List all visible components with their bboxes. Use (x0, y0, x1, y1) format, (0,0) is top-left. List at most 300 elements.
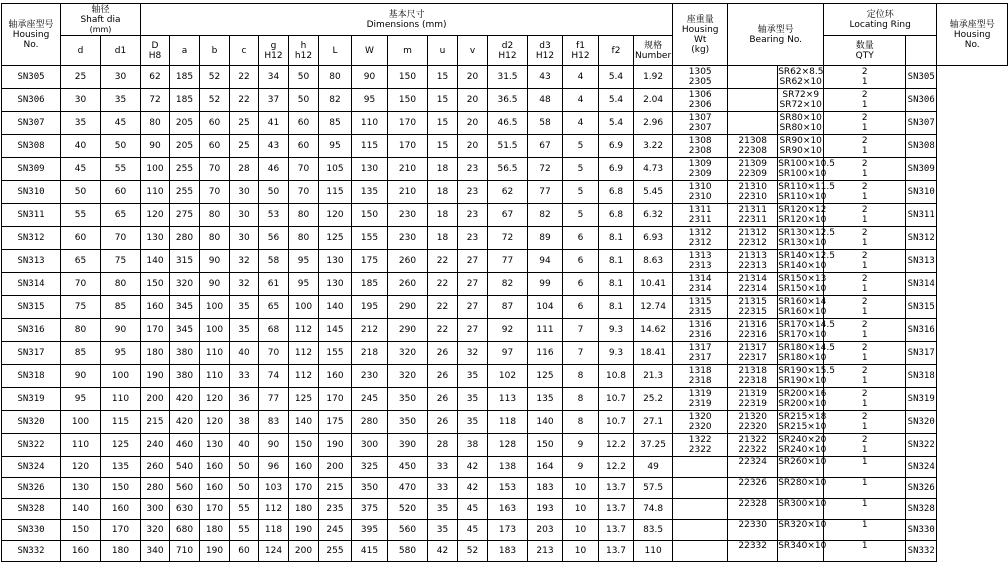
right-housing-no-cell: SN306 (906, 89, 937, 112)
cell-d2: 77 (488, 250, 528, 273)
cell-f2: 10.8 (599, 365, 634, 388)
cell-f2: 6.8 (599, 181, 634, 204)
cell-d1: 100 (101, 365, 141, 388)
cell-W: 185 (352, 273, 388, 296)
bearing-no-cell-2: 22330 (728, 520, 778, 541)
cell-D: 80 (141, 112, 170, 135)
cell-wt: 6.93 (634, 227, 673, 250)
housing-no-cell: SN306 (2, 89, 61, 112)
housing-no-cell: SN305 (2, 66, 61, 89)
cell-d1: 170 (101, 520, 141, 541)
housing-no-header: 轴承座型号 Housing No. (2, 4, 61, 66)
housing-no-cell: SN314 (2, 273, 61, 296)
bearing-no-cell-2: 21311 22311 (728, 204, 778, 227)
cell-L: 175 (319, 411, 352, 434)
locating-ring-qty-cell: 2 1 (824, 273, 906, 296)
cell-m: 580 (388, 541, 428, 562)
cell-m: 210 (388, 181, 428, 204)
cell-g: 41 (259, 112, 289, 135)
cell-W: 212 (352, 319, 388, 342)
cell-d3: 77 (528, 181, 563, 204)
table-row (2, 411, 1008, 434)
cell-f1: 10 (563, 520, 599, 541)
cell-W: 135 (352, 181, 388, 204)
cell-D: 215 (141, 411, 170, 434)
cell-D: 140 (141, 250, 170, 273)
bearing-no-cell-2: 21319 22319 (728, 388, 778, 411)
cell-d2: 67 (488, 204, 528, 227)
cell-d: 75 (61, 296, 101, 319)
cell-d3: 135 (528, 388, 563, 411)
table-row (2, 520, 1008, 541)
cell-f1: 6 (563, 250, 599, 273)
cell-u: 22 (428, 319, 458, 342)
housing-no-cell: SN330 (2, 520, 61, 541)
cell-d3: 82 (528, 204, 563, 227)
cell-c: 22 (230, 66, 259, 89)
cell-d3: 58 (528, 112, 563, 135)
cell-h: 100 (289, 296, 319, 319)
cell-d2: 183 (488, 541, 528, 562)
bearing-no-cell-1: 1308 2308 (673, 135, 728, 158)
cell-wt: 10.41 (634, 273, 673, 296)
cell-b: 110 (200, 365, 230, 388)
cell-u: 18 (428, 158, 458, 181)
cell-D: 180 (141, 342, 170, 365)
cell-u: 18 (428, 181, 458, 204)
col-d1-header: d1 (101, 36, 141, 66)
bearing-no-cell-2: 21317 22317 (728, 342, 778, 365)
cell-D: 72 (141, 89, 170, 112)
bearing-no-header: 轴承型号 Bearing No. (728, 4, 824, 66)
cell-f1: 8 (563, 365, 599, 388)
cell-h: 140 (289, 411, 319, 434)
cell-g: 43 (259, 135, 289, 158)
cell-d2: 46.5 (488, 112, 528, 135)
cell-m: 520 (388, 499, 428, 520)
bearing-no-cell-1: 1317 2317 (673, 342, 728, 365)
bearing-no-cell-1: 1313 2313 (673, 250, 728, 273)
cell-d: 160 (61, 541, 101, 562)
cell-m: 450 (388, 457, 428, 478)
housing-no-cell: SN322 (2, 434, 61, 457)
locating-ring-spec-cell: SR280×10 (778, 478, 824, 499)
cell-h: 125 (289, 388, 319, 411)
cell-v: 20 (458, 135, 488, 158)
cell-m: 170 (388, 112, 428, 135)
cell-v: 45 (458, 520, 488, 541)
cell-d: 130 (61, 478, 101, 499)
cell-m: 150 (388, 89, 428, 112)
cell-d1: 30 (101, 66, 141, 89)
cell-u: 35 (428, 520, 458, 541)
cell-a: 345 (170, 296, 200, 319)
cell-d3: 43 (528, 66, 563, 89)
cell-W: 218 (352, 342, 388, 365)
housing-no-cell: SN328 (2, 499, 61, 520)
cell-c: 40 (230, 434, 259, 457)
cell-d2: 82 (488, 273, 528, 296)
cell-d: 50 (61, 181, 101, 204)
cell-wt: 57.5 (634, 478, 673, 499)
cell-v: 35 (458, 411, 488, 434)
bearing-no-cell-1: 1311 2311 (673, 204, 728, 227)
cell-v: 42 (458, 478, 488, 499)
cell-c: 50 (230, 478, 259, 499)
bearing-no-cell-1: 1305 2305 (673, 66, 728, 89)
col-D-header: D H8 (141, 36, 170, 66)
cell-u: 15 (428, 112, 458, 135)
cell-c: 38 (230, 411, 259, 434)
cell-d2: 31.5 (488, 66, 528, 89)
cell-h: 50 (289, 66, 319, 89)
locating-ring-qty-cell: 2 1 (824, 388, 906, 411)
bearing-no-cell-2: 21320 22320 (728, 411, 778, 434)
locating-ring-spec-cell: SR90×10 SR90×10 (779, 136, 822, 156)
cell-u: 15 (428, 66, 458, 89)
cell-D: 120 (141, 204, 170, 227)
housing-no-cell: SN309 (2, 158, 61, 181)
cell-W: 350 (352, 478, 388, 499)
locating-ring-spec-cell: SR140×12.5 SR140×10 (778, 251, 835, 271)
col-d-header: d (61, 36, 101, 66)
locating-ring-qty-cell: 2 1 (824, 181, 906, 204)
cell-d3: 99 (528, 273, 563, 296)
cell-d3: 183 (528, 478, 563, 499)
cell-a: 255 (170, 181, 200, 204)
cell-d: 100 (61, 411, 101, 434)
cell-u: 35 (428, 499, 458, 520)
cell-g: 83 (259, 411, 289, 434)
bearing-no-cell-2: 21314 22314 (728, 273, 778, 296)
bearing-no-cell-1: 1322 2322 (673, 434, 728, 457)
locating-ring-spec-cell: SR215×18 SR215×10 (778, 412, 827, 432)
cell-g: 46 (259, 158, 289, 181)
housing-no-cell: SN312 (2, 227, 61, 250)
locating-ring-qty-cell: 2 1 (824, 89, 906, 112)
cell-wt: 21.3 (634, 365, 673, 388)
cell-v: 32 (458, 342, 488, 365)
cell-c: 40 (230, 342, 259, 365)
cell-g: 34 (259, 66, 289, 89)
cell-h: 70 (289, 181, 319, 204)
bearing-no-cell-1: 1316 2316 (673, 319, 728, 342)
locating-ring-qty-cell: 1 (824, 541, 906, 562)
cell-d1: 95 (101, 342, 141, 365)
cell-d1: 110 (101, 388, 141, 411)
cell-wt: 37.25 (634, 434, 673, 457)
cell-W: 110 (352, 112, 388, 135)
cell-L: 130 (319, 250, 352, 273)
right-housing-no-cell: SN319 (906, 388, 937, 411)
cell-d1: 180 (101, 541, 141, 562)
cell-u: 33 (428, 478, 458, 499)
cell-v: 42 (458, 457, 488, 478)
cell-b: 120 (200, 388, 230, 411)
locating-ring-spec-cell: SR170×14.5 SR170×10 (778, 320, 835, 340)
cell-W: 90 (352, 66, 388, 89)
cell-m: 260 (388, 250, 428, 273)
cell-v: 27 (458, 319, 488, 342)
locating-ring-qty-cell: 2 1 (824, 411, 906, 434)
cell-h: 60 (289, 135, 319, 158)
cell-g: 37 (259, 89, 289, 112)
locating-ring-qty-cell: 1 (824, 478, 906, 499)
cell-a: 540 (170, 457, 200, 478)
housing-no-cell: SN317 (2, 342, 61, 365)
cell-d1: 75 (101, 250, 141, 273)
cell-m: 390 (388, 434, 428, 457)
locating-ring-spec-cell: SR160×14 SR160×10 (778, 297, 827, 317)
cell-m: 350 (388, 388, 428, 411)
housing-no-cell: SN326 (2, 478, 61, 499)
table-row (2, 388, 1008, 411)
cell-wt: 12.74 (634, 296, 673, 319)
cell-b: 90 (200, 273, 230, 296)
cell-d1: 50 (101, 135, 141, 158)
cell-d2: 62 (488, 181, 528, 204)
cell-f1: 5 (563, 181, 599, 204)
cell-g: 70 (259, 342, 289, 365)
cell-a: 205 (170, 112, 200, 135)
cell-f2: 6.9 (599, 158, 634, 181)
cell-d: 120 (61, 457, 101, 478)
cell-u: 18 (428, 204, 458, 227)
table-row (2, 457, 1008, 478)
cell-d1: 45 (101, 112, 141, 135)
cell-a: 380 (170, 365, 200, 388)
cell-a: 630 (170, 499, 200, 520)
cell-L: 190 (319, 434, 352, 457)
cell-d: 30 (61, 89, 101, 112)
housing-no-cell: SN313 (2, 250, 61, 273)
col-d2-header: d2 H12 (488, 36, 528, 66)
cell-W: 325 (352, 457, 388, 478)
cell-D: 340 (141, 541, 170, 562)
cell-d: 140 (61, 499, 101, 520)
cell-L: 80 (319, 66, 352, 89)
table-row (2, 227, 1008, 250)
right-housing-no-cell: SN308 (906, 135, 937, 158)
cell-u: 26 (428, 365, 458, 388)
cell-u: 18 (428, 227, 458, 250)
right-housing-no-cell: SN326 (906, 478, 937, 499)
cell-d2: 113 (488, 388, 528, 411)
cell-d1: 160 (101, 499, 141, 520)
cell-g: 96 (259, 457, 289, 478)
cell-wt: 4.73 (634, 158, 673, 181)
locating-ring-qty-cell: 2 1 (824, 112, 906, 135)
cell-L: 145 (319, 319, 352, 342)
cell-v: 27 (458, 296, 488, 319)
housing-no-cell: SN320 (2, 411, 61, 434)
cell-g: 61 (259, 273, 289, 296)
cell-a: 560 (170, 478, 200, 499)
cell-d3: 89 (528, 227, 563, 250)
bearing-no-cell-2: 21308 22308 (728, 135, 778, 158)
cell-wt: 2.04 (634, 89, 673, 112)
cell-h: 170 (289, 478, 319, 499)
locating-ring-qty-cell: 1 (824, 520, 906, 541)
cell-L: 105 (319, 158, 352, 181)
cell-W: 300 (352, 434, 388, 457)
cell-f2: 13.7 (599, 520, 634, 541)
cell-wt: 83.5 (634, 520, 673, 541)
cell-L: 140 (319, 296, 352, 319)
cell-f2: 6.8 (599, 204, 634, 227)
cell-d3: 116 (528, 342, 563, 365)
housing-no-cell: SN319 (2, 388, 61, 411)
cell-D: 320 (141, 520, 170, 541)
cell-W: 395 (352, 520, 388, 541)
locating-ring-spec-cell: SR180×14.5 SR180×10 (778, 343, 835, 363)
cell-D: 130 (141, 227, 170, 250)
right-housing-no-cell: SN310 (906, 181, 937, 204)
cell-c: 22 (230, 89, 259, 112)
cell-D: 280 (141, 478, 170, 499)
locating-ring-qty-cell: 2 1 (824, 204, 906, 227)
bearing-no-cell-2: 22326 (728, 478, 778, 499)
cell-c: 25 (230, 135, 259, 158)
cell-d2: 92 (488, 319, 528, 342)
cell-g: 124 (259, 541, 289, 562)
cell-W: 230 (352, 365, 388, 388)
cell-L: 235 (319, 499, 352, 520)
cell-h: 70 (289, 158, 319, 181)
cell-wt: 1.92 (634, 66, 673, 89)
cell-m: 210 (388, 158, 428, 181)
cell-h: 112 (289, 365, 319, 388)
dimensions-header: 基本尺寸 Dimensions (mm) (141, 4, 673, 36)
cell-d2: 51.5 (488, 135, 528, 158)
cell-b: 100 (200, 296, 230, 319)
table-row (2, 365, 1008, 388)
cell-W: 195 (352, 296, 388, 319)
cell-a: 420 (170, 388, 200, 411)
cell-f2: 13.7 (599, 478, 634, 499)
bearing-no-cell-2: 21316 22316 (728, 319, 778, 342)
cell-g: 65 (259, 296, 289, 319)
cell-f2: 8.1 (599, 296, 634, 319)
right-housing-no-cell: SN316 (906, 319, 937, 342)
table-row (2, 296, 1008, 319)
cell-u: 33 (428, 457, 458, 478)
header-row-1 (2, 4, 1008, 36)
right-housing-no-cell: SN307 (906, 112, 937, 135)
cell-u: 26 (428, 342, 458, 365)
housing-no-cell: SN316 (2, 319, 61, 342)
cell-L: 95 (319, 135, 352, 158)
cell-h: 112 (289, 319, 319, 342)
cell-f1: 6 (563, 227, 599, 250)
cell-b: 190 (200, 541, 230, 562)
locating-ring-spec-cell: SR120×12 SR120×10 (778, 205, 827, 225)
cell-b: 120 (200, 411, 230, 434)
cell-c: 35 (230, 319, 259, 342)
bearing-no-cell-1: 1307 2307 (673, 112, 728, 135)
cell-u: 22 (428, 296, 458, 319)
locating-ring-qty-cell: 2 1 (824, 296, 906, 319)
bearing-no-cell-2: 22328 (728, 499, 778, 520)
col-u-header: u (428, 36, 458, 66)
cell-d1: 70 (101, 227, 141, 250)
right-housing-no-cell: SN320 (906, 411, 937, 434)
right-housing-no-cell: SN330 (906, 520, 937, 541)
locating-ring-qty-cell: 1 (824, 499, 906, 520)
housing-no-cell: SN324 (2, 457, 61, 478)
cell-m: 150 (388, 66, 428, 89)
cell-L: 245 (319, 520, 352, 541)
housing-no-cell: SN318 (2, 365, 61, 388)
bearing-no-cell-1: 1320 2320 (673, 411, 728, 434)
cell-f2: 5.4 (599, 89, 634, 112)
cell-c: 30 (230, 204, 259, 227)
cell-c: 55 (230, 520, 259, 541)
cell-d3: 72 (528, 158, 563, 181)
table-row (2, 135, 1008, 158)
cell-L: 82 (319, 89, 352, 112)
locating-ring-spec-cell: SR130×12.5 SR130×10 (778, 228, 835, 248)
cell-m: 320 (388, 342, 428, 365)
bearing-no-cell-2: 22332 (728, 541, 778, 562)
cell-L: 215 (319, 478, 352, 499)
cell-d1: 65 (101, 204, 141, 227)
col-c-header: c (230, 36, 259, 66)
cell-b: 70 (200, 181, 230, 204)
locating-ring-qty-cell: 2 1 (824, 135, 906, 158)
bearing-no-cell-1: 1309 2309 (673, 158, 728, 181)
table-row (2, 499, 1008, 520)
bearing-no-cell-1: 1312 2312 (673, 227, 728, 250)
cell-g: 68 (259, 319, 289, 342)
cell-a: 275 (170, 204, 200, 227)
cell-f1: 4 (563, 66, 599, 89)
col-m-header: m (388, 36, 428, 66)
locating-ring-qty-cell: 2 1 (824, 434, 906, 457)
cell-v: 20 (458, 112, 488, 135)
cell-v: 20 (458, 66, 488, 89)
bearing-no-cell-1: 1315 2315 (673, 296, 728, 319)
cell-f2: 10.7 (599, 411, 634, 434)
cell-h: 50 (289, 89, 319, 112)
cell-a: 185 (170, 89, 200, 112)
cell-D: 100 (141, 158, 170, 181)
bearing-no-cell-2 (728, 66, 778, 89)
cell-c: 35 (230, 296, 259, 319)
cell-f2: 5.4 (599, 66, 634, 89)
cell-W: 130 (352, 158, 388, 181)
right-housing-no-cell: SN312 (906, 227, 937, 250)
cell-wt: 5.45 (634, 181, 673, 204)
cell-d2: 118 (488, 411, 528, 434)
table-row (2, 273, 1008, 296)
cell-u: 15 (428, 89, 458, 112)
right-housing-no-header: 轴承座型号 Housing No. (937, 4, 1008, 66)
table-row (2, 434, 1008, 457)
cell-m: 230 (388, 204, 428, 227)
cell-u: 42 (428, 541, 458, 562)
right-housing-no-cell: SN318 (906, 365, 937, 388)
cell-wt: 25.2 (634, 388, 673, 411)
cell-d2: 97 (488, 342, 528, 365)
cell-d3: 164 (528, 457, 563, 478)
cell-u: 22 (428, 273, 458, 296)
col-d3-header: d3 H12 (528, 36, 563, 66)
cell-a: 205 (170, 135, 200, 158)
col-L-header: L (319, 36, 352, 66)
cell-D: 190 (141, 365, 170, 388)
cell-g: 56 (259, 227, 289, 250)
